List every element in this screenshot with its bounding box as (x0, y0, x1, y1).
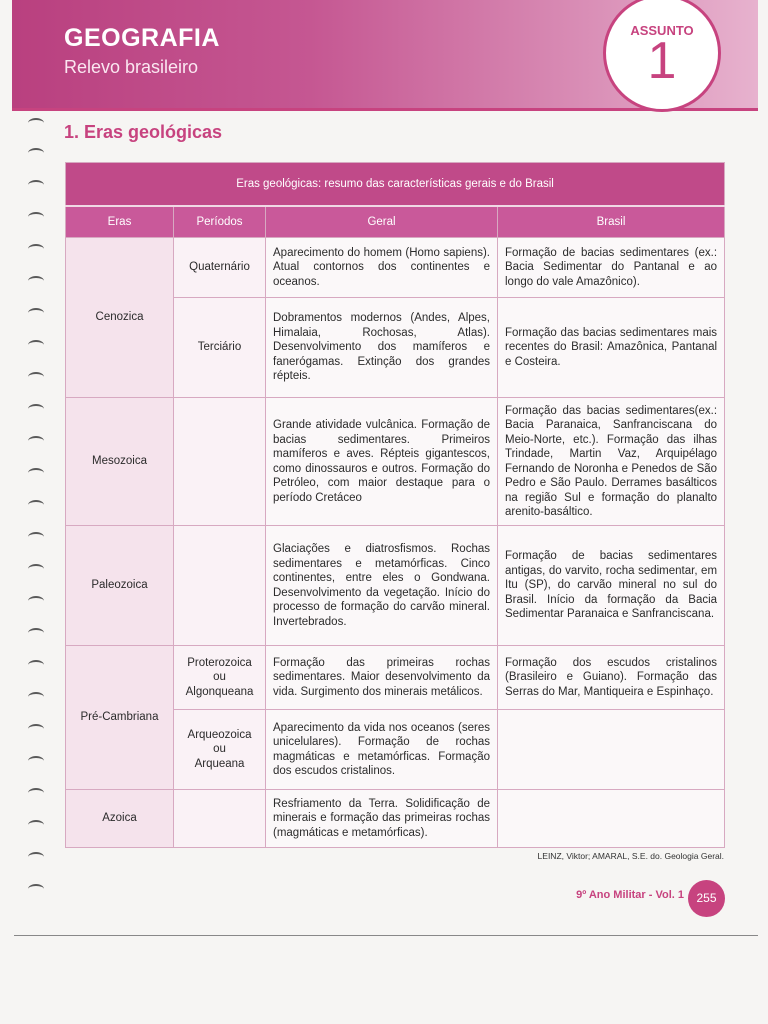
header-brasil: Brasil (498, 206, 725, 238)
section-title: 1. Eras geológicas (64, 122, 223, 142)
volume-label: 9º Ano Militar - Vol. 1 (576, 889, 684, 901)
brasil-proterozoica: Formação dos escudos cristalinos (Brasileiro e Guiano). Formação das Serras do Mar, Mantiqueira e Espinhaço. (498, 646, 725, 710)
geral-azoica: Resfriamento da Terra. Solidificação de minerais e formação das primeiras rochas (magmáticas e metamórficas). (266, 790, 498, 848)
era-precambriana: Pré-Cambriana (66, 646, 174, 790)
periodo-line: Algonqueana (185, 685, 254, 698)
periodo-mesozoica (174, 398, 266, 526)
table-caption: Eras geológicas: resumo das características gerais e do Brasil (66, 163, 725, 207)
brasil-paleozoica: Formação de bacias sedimentares antigas, do varvito, rocha sedimentar, em Itu (SP), do carvão mineral no sul do Brasil. Início da formação da Bacia Sedimentar Paranaica e Sanfranciscana. (498, 526, 725, 646)
era-paleozoica: Paleozoica (66, 526, 174, 646)
brasil-arqueozoica (498, 710, 725, 790)
header-periodos: Períodos (174, 206, 266, 238)
era-mesozoica: Mesozoica (66, 398, 174, 526)
geral-paleozoica: Glaciações e diatrosfismos. Rochas sedimentares e metamórficas. Cinco continentes, entre eles o Gondwana. Desenvolvimento da vegetação. Início do processo de formação do carvão mineral. Invertebrados. (266, 526, 498, 646)
brasil-azoica (498, 790, 725, 848)
eras-table (65, 162, 725, 848)
periodo-line: Proterozoica (187, 656, 252, 669)
periodo-proterozoica (174, 646, 266, 710)
periodo-paleozoica (174, 526, 266, 646)
periodo-line: ou (213, 671, 226, 684)
periodo-azoica (174, 790, 266, 848)
header-eras: Eras (66, 206, 174, 238)
source-citation: LEINZ, Viktor; AMARAL, S.E. do. Geologia Geral. (537, 851, 724, 861)
periodo-line: ou (213, 743, 226, 756)
periodo-quaternario: Quaternário (174, 238, 266, 298)
geral-terciario: Dobramentos modernos (Andes, Alpes, Himalaia, Rochosas, Atlas). Desenvolvimento dos mamíferos e fanerógamas. Extinção dos grandes répteis. (266, 298, 498, 398)
brasil-mesozoica: Formação das bacias sedimentares(ex.: Bacia Paranaica, Sanfranciscana do Meio-Norte, etc.). Formação das ilhas Trindade, Martin Vaz, Arquipélago Fernando de Noronha e Penedos de São Pedro e São Paulo. Derrames basálticos na região Sul e formação do planalto arenito-basáltico. (498, 398, 725, 526)
brasil-quaternario: Formação de bacias sedimentares (ex.: Bacia Sedimentar do Pantanal e ao longo do vale Amazônico). (498, 238, 725, 298)
page-number: 255 (688, 880, 725, 917)
assunto-label: ASSUNTO (630, 23, 694, 38)
bottom-rule (14, 935, 758, 936)
brasil-terciario: Formação das bacias sedimentares mais recentes do Brasil: Amazônica, Pantanal e Costeira. (498, 298, 725, 398)
era-cenozoica: Cenozica (66, 238, 174, 398)
geral-proterozoica: Formação das primeiras rochas sedimentares. Maior desenvolvimento da vida. Surgimento dos minerais metálicos. (266, 646, 498, 710)
topic-subtitle: Relevo brasileiro (64, 57, 199, 77)
geral-arqueozoica: Aparecimento da vida nos oceanos (seres unicelulares). Formação de rochas magmáticas e metamórficas. Formação dos escudos cristalinos. (266, 710, 498, 790)
geral-mesozoica: Grande atividade vulcânica. Formação de bacias sedimentares. Primeiros mamíferos e aves. Répteis gigantescos, como dinossauros e outros. Formação do Petróleo, com maior destaque para o período Cretáceo (266, 398, 498, 526)
periodo-line: Arqueana (194, 757, 245, 770)
geral-quaternario: Aparecimento do homem (Homo sapiens). Atual contornos dos continentes e oceanos. (266, 238, 498, 298)
periodo-line: Arqueozoica (187, 728, 252, 741)
assunto-number: 1 (647, 32, 677, 90)
periodo-arqueozoica (174, 710, 266, 790)
era-azoica: Azoica (66, 790, 174, 848)
header-geral: Geral (266, 206, 498, 238)
subject-title: GEOGRAFIA (64, 24, 220, 52)
periodo-terciario: Terciário (174, 298, 266, 398)
